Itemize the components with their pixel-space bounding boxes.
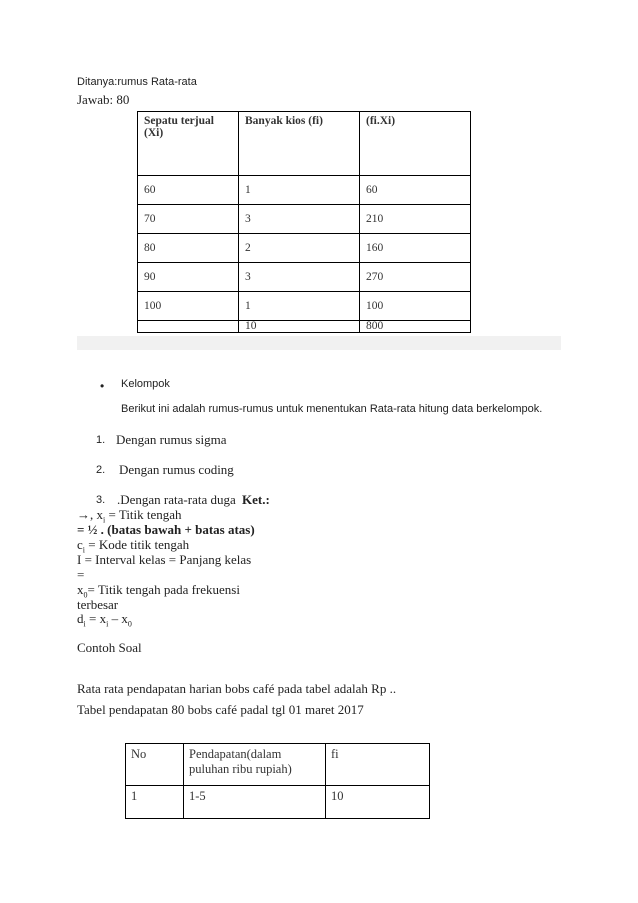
table-header-row (138, 112, 471, 176)
answer-line: Jawab: 80 (77, 92, 130, 107)
table-row (138, 205, 471, 234)
table-cell: 800 (360, 321, 471, 333)
intro-text: Berikut ini adalah rumus-rumus untuk menentukan Rata-rata hitung data berkelompok. (121, 403, 543, 415)
definition-symbol: →, x (77, 507, 103, 522)
definition-symbol: d (77, 611, 84, 626)
definition-symbol: c (77, 537, 83, 552)
subscript: 0 (127, 619, 132, 629)
table-cell: 1 (239, 176, 360, 205)
list-number: 2. (96, 464, 106, 476)
header-cell: (fi.Xi) (360, 112, 471, 176)
table-cell: 60 (138, 176, 239, 205)
list-item: .Dengan rata-rata duga (117, 492, 236, 507)
definition-line: I = Interval kelas = Panjang kelas (77, 552, 252, 567)
table-total-row (138, 321, 471, 333)
table-cell: 1-5 (184, 786, 326, 819)
frequency-table (137, 111, 471, 333)
definition-text: = Titik tengah pada frekuensi (87, 582, 240, 597)
table-header-row (126, 744, 430, 786)
table-cell: 270 (360, 263, 471, 292)
table-cell: 100 (138, 292, 239, 321)
definition-symbol: x (77, 582, 84, 597)
bullet-icon: • (100, 379, 105, 393)
table-cell: 3 (239, 263, 360, 292)
header-cell: No (126, 744, 184, 786)
subscript: i (83, 619, 86, 629)
table-cell: 100 (360, 292, 471, 321)
definition-text: – x (108, 611, 128, 626)
header-cell: Sepatu terjual (Xi) (138, 112, 239, 176)
ket-label: Ket.: (242, 492, 270, 507)
table-cell: 2 (239, 234, 360, 263)
question-line: Ditanya:rumus Rata-rata (77, 76, 197, 88)
header-cell: Pendapatan(dalam puluhan ribu rupiah) (184, 744, 326, 786)
table-cell: 3 (239, 205, 360, 234)
table-cell: 210 (360, 205, 471, 234)
table-cell: 90 (138, 263, 239, 292)
table-cell: 1 (126, 786, 184, 819)
table-row (138, 176, 471, 205)
subscript: i (106, 619, 109, 629)
subscript: 0 (83, 590, 88, 600)
subscript: i (103, 515, 106, 525)
example-heading: Contoh Soal (77, 640, 142, 655)
table-row (126, 786, 430, 819)
table-cell: 160 (360, 234, 471, 263)
table-row (138, 263, 471, 292)
example-question: Rata rata pendapatan harian bobs café pada tabel adalah Rp .. (77, 681, 397, 696)
table-cell: 80 (138, 234, 239, 263)
definition-text: = x (85, 611, 107, 626)
table-row (138, 292, 471, 321)
subscript: i (82, 545, 86, 555)
table-cell: 60 (360, 176, 471, 205)
definition-line: = ½ . (batas bawah + batas atas) (77, 522, 255, 537)
income-table (125, 743, 430, 819)
table-cell (138, 321, 239, 333)
definition-text: = Kode titik tengah (85, 537, 190, 552)
definition-line: terbesar (77, 597, 119, 612)
list-item: Dengan rumus coding (119, 462, 234, 477)
definition-line: = (77, 567, 85, 582)
table-cell: 10 (239, 321, 360, 333)
header-cell: Banyak kios (fi) (239, 112, 360, 176)
list-number: 3. (96, 494, 106, 506)
definition-text: = Titik tengah (105, 507, 182, 522)
separator-band (77, 336, 561, 350)
table-cell: 10 (326, 786, 430, 819)
definition-line (77, 611, 132, 629)
list-item: Dengan rumus sigma (116, 432, 227, 447)
list-number: 1. (96, 434, 106, 446)
table-cell: 70 (138, 205, 239, 234)
table-row (138, 234, 471, 263)
section-label: Kelompok (121, 378, 170, 390)
header-cell: fi (326, 744, 430, 786)
table-cell: 1 (239, 292, 360, 321)
example-table-caption: Tabel pendapatan 80 bobs café padal tgl 01 maret 2017 (77, 702, 364, 717)
